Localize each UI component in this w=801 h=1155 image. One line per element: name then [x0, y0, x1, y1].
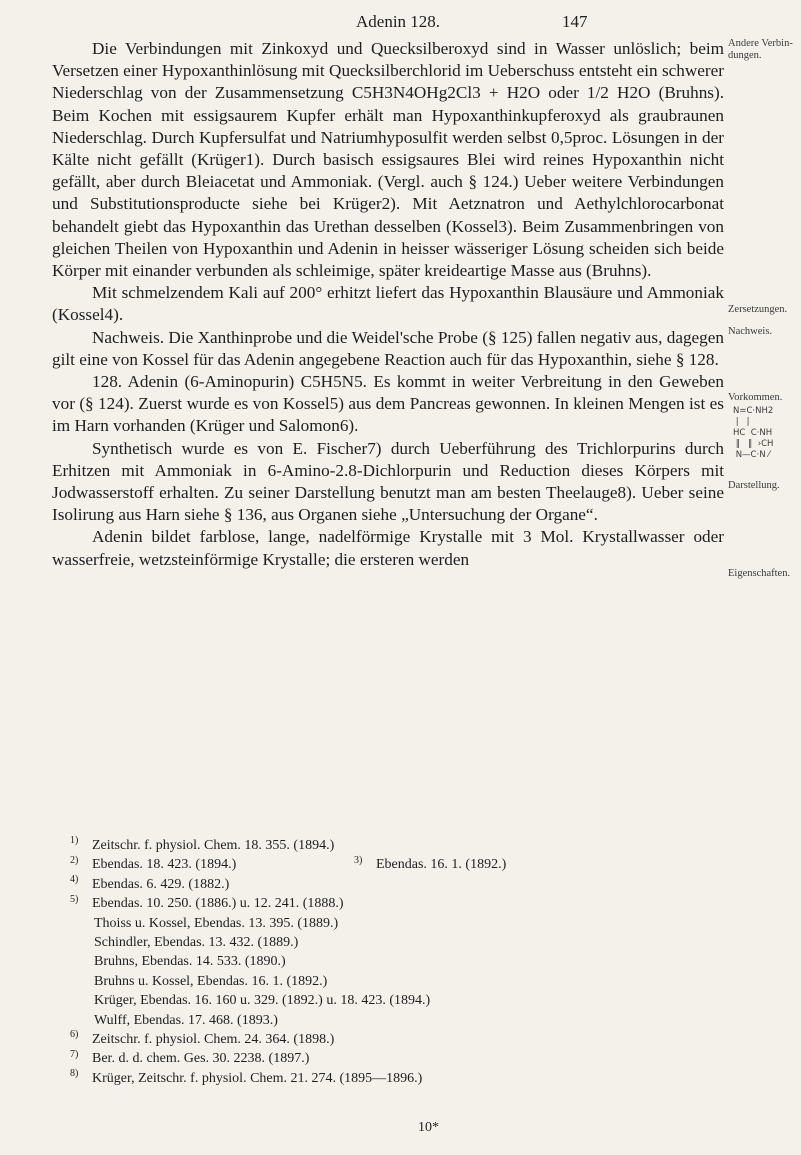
- footnote: 2) Ebendas. 18. 423. (1894.) 3) Ebendas. 16. 1. (1892.): [70, 854, 507, 873]
- running-title: Adenin 128.: [356, 12, 441, 31]
- margin-note-zersetzungen: Zersetzungen.: [728, 304, 788, 315]
- body-text: [52, 38, 724, 571]
- paragraph-verbindungen: Die Verbindungen mit Zinkoxyd und Quecksilberoxyd sind in Wasser unlöslich; beim Versetzen einer Hypoxanthinlösung mit Quecksilberchlorid im Ueberschuss entsteht ein schwerer Niederschlag von der Zusammensetzung C5H3N4OHg2Cl3 + H2O oder 1/2 H2O (Bruhns). Beim Kochen mit essigsaurem Kupfer erhält man Hypoxanthinkupferoxyd als graubraunen Niederschlag. Durch Kupfersulfat und Natriumhyposulfit werden selbst 0,5proc. Lösungen in der Kälte nicht gefällt (Krüger1). Durch basisch essigsaures Blei wird reines Hypoxanthin nicht gefällt, aber durch Bleiacetat und Ammoniak. (Vergl. auch § 124.) Ueber weitere Verbindungen und Substitutionsproducte siehe bei Krüger2). Mit Aetznatron und Aethylchlorocarbonat behandelt giebt das Hypoxanthin das Urethan desselben (Kossel3). Beim Zusammenbringen von gleichen Theilen von Hypoxanthin und Adenin in heisser wässeriger Lösung scheiden sich beide Körper mit einander verbunden als schleimige, später kreideartige Masse aus (Bruhns).: [52, 39, 724, 281]
- paragraph-nachweis: Nachweis. Die Xanthinprobe und die Weidel'sche Probe (§ 125) fallen negativ aus, dagegen gilt eine von Kossel für das Adenin angegebene Reaction auch für das Hypoxanthin, siehe § 128.: [52, 327, 724, 369]
- margin-note-verbindungen: Andere Verbin-dungen.: [728, 38, 793, 61]
- footnote: Krüger, Ebendas. 16. 160 u. 329. (1892.) u. 18. 423. (1894.): [94, 993, 431, 1009]
- margin-note-darstellung: Darstellung.: [728, 480, 780, 491]
- footnote: Schindler, Ebendas. 13. 432. (1889.): [94, 935, 299, 951]
- footnote: 5) Ebendas. 10. 250. (1886.) u. 12. 241. (1888.): [70, 893, 344, 912]
- footnote: 1) Zeitschr. f. physiol. Chem. 18. 355. (1894.): [70, 835, 335, 853]
- paragraph-adenin-heading: 128. Adenin (6-Aminopurin) C5H5N5. Es kommt in weiter Verbreitung in den Geweben vor (§ 124). Zuerst wurde es von Kossel5) aus dem Pancreas gewonnen. In kleinen Mengen ist es im Harn vorhanden (Krüger und Salomon6).: [52, 372, 724, 436]
- footnote: Thoiss u. Kossel, Ebendas. 13. 395. (1889.): [94, 915, 339, 931]
- signature-mark: 10*: [418, 1120, 439, 1135]
- margin-note-nachweis: Nachweis.: [728, 326, 773, 337]
- margin-note-vorkommen: Vorkommen.: [728, 392, 783, 403]
- footnote: 4) Ebendas. 6. 429. (1882.): [70, 874, 230, 892]
- footnote: 6) Zeitschr. f. physiol. Chem. 24. 364. (1898.): [70, 1029, 335, 1048]
- footnotes: [70, 836, 720, 1088]
- footnote: 7) Ber. d. d. chem. Ges. 30. 2238. (1897.): [70, 1048, 310, 1067]
- page-header: [0, 12, 801, 34]
- footnote: Bruhns, Ebendas. 14. 533. (1890.): [94, 954, 286, 970]
- adenin-structural-formula: N=C·NH2 | | HC C·NH ‖ ‖ ›CH N—C·N ⁄: [733, 406, 774, 460]
- paragraph-eigenschaften: Adenin bildet farblose, lange, nadelförmige Krystalle mit 3 Mol. Krystallwasser oder wasserfreie, wetzsteinförmige Krystalle; die ersteren werden: [52, 527, 724, 569]
- footnote: Bruhns u. Kossel, Ebendas. 16. 1. (1892.): [94, 973, 328, 989]
- paragraph-zersetzungen: Mit schmelzendem Kali auf 200° erhitzt liefert das Hypoxanthin Blausäure und Ammoniak (Kossel4).: [52, 283, 724, 325]
- footnote: 8) Krüger, Zeitschr. f. physiol. Chem. 21. 274. (1895—1896.): [70, 1068, 423, 1086]
- page-number: 147: [562, 12, 588, 31]
- margin-note-eigenschaften: Eigenschaften.: [728, 568, 791, 579]
- paragraph-darstellung: Synthetisch wurde es von E. Fischer7) durch Ueberführung des Trichlorpurins durch Erhitzen mit Ammoniak in 6-Amino-2.8-Dichlorpurin und Reduction dieses Körpers mit Jodwasserstoff erhalten. Zu seiner Darstellung benutzt man am besten Theelauge8). Ueber seine Isolirung aus Harn siehe § 136, aus Organen siehe „Untersuchung der Organe“.: [52, 438, 724, 525]
- footnote: Wulff, Ebendas. 17. 468. (1893.): [94, 1012, 278, 1028]
